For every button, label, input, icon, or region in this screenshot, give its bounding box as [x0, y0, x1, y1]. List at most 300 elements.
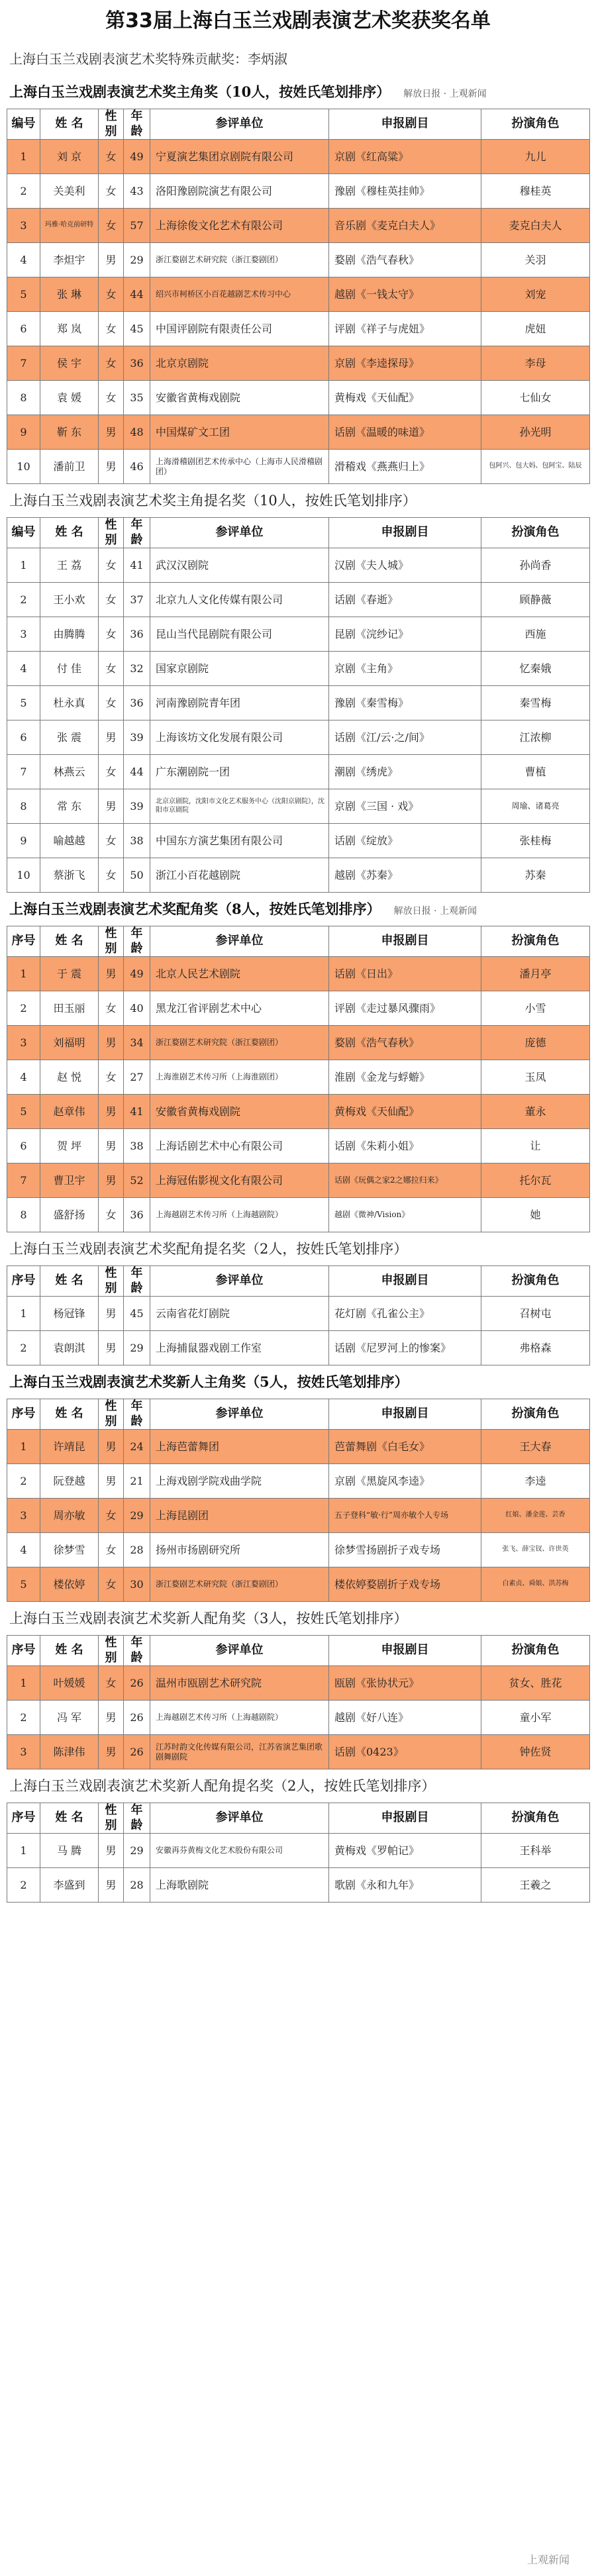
- cell-name: 刘 京: [40, 140, 99, 174]
- cell-name: 袁朗淇: [40, 1331, 99, 1365]
- cell-work: 芭蕾舞剧《白毛女》: [329, 1430, 481, 1464]
- header-unit: 参评单位: [150, 1803, 329, 1834]
- table-row: [7, 450, 590, 484]
- cell-work: 话剧《春逝》: [329, 583, 481, 617]
- cell-work: 滑稽戏《燕燕归上》: [329, 450, 481, 484]
- cell-role: 忆秦娥: [481, 652, 590, 686]
- source-note: 解放日报 · 上观新闻: [393, 906, 477, 916]
- cell-number: 10: [7, 858, 40, 893]
- award-table: [7, 1265, 590, 1365]
- table-row: [7, 1331, 590, 1365]
- cell-unit: 上海芭蕾舞团: [150, 1430, 329, 1464]
- cell-gender: 女: [99, 652, 124, 686]
- award-table: [7, 1635, 590, 1769]
- header-work: 申报剧目: [329, 518, 481, 548]
- cell-unit: 国家京剧院: [150, 652, 329, 686]
- cell-role: 虎妞: [481, 312, 590, 346]
- cell-gender: 女: [99, 277, 124, 312]
- table-row: [7, 1666, 590, 1701]
- cell-role: 麦克白夫人: [481, 209, 590, 243]
- cell-name: 喻越越: [40, 824, 99, 858]
- cell-age: 26: [124, 1666, 150, 1701]
- award-table: [7, 1803, 590, 1903]
- header-unit: 参评单位: [150, 926, 329, 957]
- cell-gender: 男: [99, 1868, 124, 1903]
- cell-unit: 黑龙江省评剧艺术中心: [150, 991, 329, 1026]
- cell-age: 40: [124, 991, 150, 1026]
- cell-number: 7: [7, 1164, 40, 1198]
- cell-age: 21: [124, 1464, 150, 1499]
- section-title: [0, 1769, 596, 1803]
- cell-number: 1: [7, 957, 40, 991]
- cell-name: 张 琳: [40, 277, 99, 312]
- cell-name: 袁 媛: [40, 381, 99, 415]
- cell-unit: 北京人民艺术剧院: [150, 957, 329, 991]
- table-row: [7, 617, 590, 652]
- table-row: [7, 1164, 590, 1198]
- section-title: [0, 484, 596, 517]
- cell-number: 9: [7, 824, 40, 858]
- cell-number: 2: [7, 1331, 40, 1365]
- cell-role: 关羽: [481, 243, 590, 277]
- cell-role: 孙光明: [481, 415, 590, 450]
- cell-number: 5: [7, 686, 40, 720]
- header-role: 扮演角色: [481, 518, 590, 548]
- header-age: 年龄: [124, 1399, 150, 1430]
- cell-age: 36: [124, 617, 150, 652]
- cell-role: 李逵: [481, 1464, 590, 1499]
- table-row: [7, 381, 590, 415]
- cell-number: 3: [7, 617, 40, 652]
- header-role: 扮演角色: [481, 1399, 590, 1430]
- cell-unit: 浙江婺剧艺术研究院（浙江婺剧团）: [150, 243, 329, 277]
- cell-role: 顾静薇: [481, 583, 590, 617]
- table-row: [7, 957, 590, 991]
- cell-name: 郑 岚: [40, 312, 99, 346]
- cell-role: 童小军: [481, 1701, 590, 1735]
- cell-age: 44: [124, 277, 150, 312]
- cell-age: 49: [124, 957, 150, 991]
- cell-gender: 男: [99, 1026, 124, 1060]
- special-contribution-award: 上海白玉兰戏剧表演艺术奖特殊贡献奖：李炳淑: [9, 51, 287, 67]
- cell-gender: 男: [99, 1095, 124, 1129]
- cell-age: 29: [124, 1331, 150, 1365]
- cell-name: 徐梦雪: [40, 1533, 99, 1567]
- section-title-text: 上海白玉兰戏剧表演艺术奖新人配角奖（3人，按姓氏笔划排序）: [9, 1610, 408, 1626]
- cell-age: 50: [124, 858, 150, 893]
- watermark: 上观新闻: [526, 2553, 570, 2566]
- table-header: [7, 926, 590, 957]
- cell-role: 小雪: [481, 991, 590, 1026]
- table-row: [7, 1026, 590, 1060]
- cell-number: 4: [7, 1060, 40, 1095]
- cell-unit: 上海戏剧学院戏曲学院: [150, 1464, 329, 1499]
- cell-work: 京剧《红高粱》: [329, 140, 481, 174]
- table-header: [7, 1399, 590, 1430]
- cell-number: 2: [7, 1868, 40, 1903]
- cell-unit: 中国东方演艺集团有限公司: [150, 824, 329, 858]
- cell-work: 话剧《朱莉小姐》: [329, 1129, 481, 1164]
- cell-name: 于 震: [40, 957, 99, 991]
- header-seq: 序号: [7, 1803, 40, 1834]
- award-table: [7, 517, 590, 893]
- cell-unit: 安徽再芬黄梅文化艺术股份有限公司: [150, 1834, 329, 1868]
- cell-role: 曹植: [481, 755, 590, 789]
- cell-work: 豫剧《秦雪梅》: [329, 686, 481, 720]
- cell-role: 包阿兴、包大妈、包阿宝、陆辰: [481, 450, 590, 484]
- cell-age: 39: [124, 720, 150, 755]
- table-row: [7, 1499, 590, 1533]
- cell-name: 曹卫宇: [40, 1164, 99, 1198]
- header-name: 姓 名: [40, 1266, 99, 1297]
- cell-age: 32: [124, 652, 150, 686]
- cell-number: 8: [7, 381, 40, 415]
- header-seq: 序号: [7, 926, 40, 957]
- table-row: [7, 1533, 590, 1567]
- header-gender: 性别: [99, 926, 124, 957]
- cell-age: 38: [124, 1129, 150, 1164]
- cell-work: 越剧《好八连》: [329, 1701, 481, 1735]
- cell-number: 1: [7, 1430, 40, 1464]
- cell-role: 贫女、胜花: [481, 1666, 590, 1701]
- cell-age: 39: [124, 789, 150, 824]
- table-row: [7, 991, 590, 1026]
- cell-name: 林燕云: [40, 755, 99, 789]
- cell-name: 阮登越: [40, 1464, 99, 1499]
- cell-unit: 浙江婺剧艺术研究院（浙江婺剧团）: [150, 1026, 329, 1060]
- header-seq: 序号: [7, 1399, 40, 1430]
- cell-gender: 男: [99, 1464, 124, 1499]
- section-title: [0, 893, 596, 926]
- cell-unit: 温州市瓯剧艺术研究院: [150, 1666, 329, 1701]
- cell-age: 41: [124, 1095, 150, 1129]
- cell-age: 26: [124, 1735, 150, 1769]
- cell-work: 话剧《0423》: [329, 1735, 481, 1769]
- cell-gender: 男: [99, 1735, 124, 1769]
- cell-unit: 中国煤矿文工团: [150, 415, 329, 450]
- cell-work: 黄梅戏《天仙配》: [329, 381, 481, 415]
- cell-gender: 男: [99, 1331, 124, 1365]
- cell-role: 王大春: [481, 1430, 590, 1464]
- cell-name: 蔡浙飞: [40, 858, 99, 893]
- table-row: [7, 1095, 590, 1129]
- header-seq: 序号: [7, 1266, 40, 1297]
- table-row: [7, 1834, 590, 1868]
- cell-age: 36: [124, 1198, 150, 1232]
- table-row: [7, 548, 590, 583]
- cell-unit: 北京九人文化传媒有限公司: [150, 583, 329, 617]
- section-title: [0, 75, 596, 109]
- cell-unit: 昆山当代昆剧院有限公司: [150, 617, 329, 652]
- cell-work: 黄梅戏《罗帕记》: [329, 1834, 481, 1868]
- cell-number: 3: [7, 1735, 40, 1769]
- cell-name: 盛舒扬: [40, 1198, 99, 1232]
- header-age: 年龄: [124, 1636, 150, 1666]
- award-table: [7, 109, 590, 484]
- table-row: [7, 824, 590, 858]
- cell-work: 话剧《日出》: [329, 957, 481, 991]
- page-title: 第33届上海白玉兰戏剧表演艺术奖获奖名单: [105, 9, 491, 32]
- table-row: [7, 312, 590, 346]
- cell-number: 4: [7, 1533, 40, 1567]
- cell-name: 付 佳: [40, 652, 99, 686]
- cell-gender: 女: [99, 1060, 124, 1095]
- section-title-text: 上海白玉兰戏剧表演艺术奖主角提名奖（10人，按姓氏笔划排序）: [9, 493, 417, 509]
- table-row: [7, 686, 590, 720]
- cell-age: 34: [124, 1026, 150, 1060]
- cell-age: 29: [124, 1834, 150, 1868]
- header-age: 年龄: [124, 109, 150, 140]
- header-gender: 性别: [99, 1803, 124, 1834]
- header-role: 扮演角色: [481, 1266, 590, 1297]
- header-age: 年龄: [124, 926, 150, 957]
- cell-number: 6: [7, 720, 40, 755]
- cell-name: 李盛到: [40, 1868, 99, 1903]
- cell-name: 李炟宇: [40, 243, 99, 277]
- cell-name: 常 东: [40, 789, 99, 824]
- cell-age: 38: [124, 824, 150, 858]
- header-role: 扮演角色: [481, 926, 590, 957]
- cell-name: 冯 军: [40, 1701, 99, 1735]
- cell-number: 4: [7, 243, 40, 277]
- header-name: 姓 名: [40, 1803, 99, 1834]
- cell-role: 召树屯: [481, 1297, 590, 1331]
- section-title: [0, 1602, 596, 1635]
- cell-unit: 武汉汉剧院: [150, 548, 329, 583]
- cell-number: 7: [7, 346, 40, 381]
- cell-name: 田玉丽: [40, 991, 99, 1026]
- cell-name: 贺 坪: [40, 1129, 99, 1164]
- cell-number: 1: [7, 1834, 40, 1868]
- cell-number: 8: [7, 789, 40, 824]
- cell-role: 董永: [481, 1095, 590, 1129]
- table-row: [7, 720, 590, 755]
- header-work: 申报剧目: [329, 1636, 481, 1666]
- cell-age: 37: [124, 583, 150, 617]
- cell-age: 57: [124, 209, 150, 243]
- cell-number: 5: [7, 277, 40, 312]
- cell-work: 越剧《微神/Vision》: [329, 1198, 481, 1232]
- table-row: [7, 1297, 590, 1331]
- cell-unit: 河南豫剧院青年团: [150, 686, 329, 720]
- cell-name: 陈津伟: [40, 1735, 99, 1769]
- cell-gender: 女: [99, 617, 124, 652]
- cell-gender: 男: [99, 450, 124, 484]
- table-row: [7, 583, 590, 617]
- cell-age: 26: [124, 1701, 150, 1735]
- cell-name: 潘前卫: [40, 450, 99, 484]
- cell-number: 9: [7, 415, 40, 450]
- cell-work: 话剧《江/云·之/间》: [329, 720, 481, 755]
- cell-gender: 女: [99, 1198, 124, 1232]
- cell-gender: 女: [99, 346, 124, 381]
- cell-age: 27: [124, 1060, 150, 1095]
- cell-age: 45: [124, 1297, 150, 1331]
- cell-number: 2: [7, 1701, 40, 1735]
- cell-name: 马 腾: [40, 1834, 99, 1868]
- cell-number: 3: [7, 209, 40, 243]
- table-row: [7, 1198, 590, 1232]
- cell-role: 刘宠: [481, 277, 590, 312]
- cell-name: 王小欢: [40, 583, 99, 617]
- cell-role: 九儿: [481, 140, 590, 174]
- header-unit: 参评单位: [150, 1266, 329, 1297]
- table-row: [7, 140, 590, 174]
- table-row: [7, 174, 590, 209]
- header-work: 申报剧目: [329, 109, 481, 140]
- cell-role: 周瑜、诸葛亮: [481, 789, 590, 824]
- cell-age: 52: [124, 1164, 150, 1198]
- cell-gender: 男: [99, 1297, 124, 1331]
- cell-role: 庞德: [481, 1026, 590, 1060]
- header-name: 姓 名: [40, 926, 99, 957]
- cell-age: 24: [124, 1430, 150, 1464]
- header-number: 编号: [7, 109, 40, 140]
- cell-age: 29: [124, 1499, 150, 1533]
- header-role: 扮演角色: [481, 1636, 590, 1666]
- cell-unit: 上海滑稽剧团艺术传承中心（上海市人民滑稽剧团）: [150, 450, 329, 484]
- cell-role: 让: [481, 1129, 590, 1164]
- header-gender: 性别: [99, 518, 124, 548]
- cell-number: 3: [7, 1499, 40, 1533]
- cell-gender: 女: [99, 548, 124, 583]
- cell-age: 41: [124, 548, 150, 583]
- cell-unit: 上海昆剧团: [150, 1499, 329, 1533]
- table-row: [7, 346, 590, 381]
- cell-gender: 女: [99, 140, 124, 174]
- header-gender: 性别: [99, 1266, 124, 1297]
- cell-work: 话剧《温暖的味道》: [329, 415, 481, 450]
- cell-work: 五子登科“敏·行”周亦敏个人专场: [329, 1499, 481, 1533]
- header-unit: 参评单位: [150, 518, 329, 548]
- cell-unit: 上海歌剧院: [150, 1868, 329, 1903]
- cell-role: 红娘、潘金莲、芸香: [481, 1499, 590, 1533]
- cell-gender: 女: [99, 755, 124, 789]
- cell-name: 叶媛媛: [40, 1666, 99, 1701]
- cell-role: 她: [481, 1198, 590, 1232]
- cell-unit: 安徽省黄梅戏剧院: [150, 381, 329, 415]
- cell-gender: 男: [99, 1129, 124, 1164]
- table-row: [7, 243, 590, 277]
- cell-work: 楼依婷婺剧折子戏专场: [329, 1567, 481, 1602]
- section-title-text: 上海白玉兰戏剧表演艺术奖配角奖（8人，按姓氏笔划排序）: [9, 901, 381, 917]
- cell-unit: 上海冠佑影视文化有限公司: [150, 1164, 329, 1198]
- cell-age: 48: [124, 415, 150, 450]
- cell-unit: 宁夏演艺集团京剧院有限公司: [150, 140, 329, 174]
- table-header: [7, 1266, 590, 1297]
- cell-number: 2: [7, 1464, 40, 1499]
- header-name: 姓 名: [40, 518, 99, 548]
- cell-number: 2: [7, 991, 40, 1026]
- header-age: 年龄: [124, 518, 150, 548]
- cell-name: 王 荔: [40, 548, 99, 583]
- cell-number: 2: [7, 174, 40, 209]
- cell-age: 30: [124, 1567, 150, 1602]
- section-title-text: 上海白玉兰戏剧表演艺术奖新人配角提名奖（2人，按姓氏笔划排序）: [9, 1778, 436, 1794]
- header-number: 编号: [7, 518, 40, 548]
- cell-role: 白素贞、舜娘、洪苏梅: [481, 1567, 590, 1602]
- header-age: 年龄: [124, 1803, 150, 1834]
- cell-work: 评剧《走过暴风骤雨》: [329, 991, 481, 1026]
- header-gender: 性别: [99, 1399, 124, 1430]
- cell-unit: 中国评剧院有限责任公司: [150, 312, 329, 346]
- header-name: 姓 名: [40, 1399, 99, 1430]
- cell-role: 潘月亭: [481, 957, 590, 991]
- award-sections: [0, 75, 596, 1903]
- cell-gender: 女: [99, 174, 124, 209]
- header-gender: 性别: [99, 1636, 124, 1666]
- table-row: [7, 1464, 590, 1499]
- cell-age: 36: [124, 346, 150, 381]
- cell-number: 8: [7, 1198, 40, 1232]
- header-work: 申报剧目: [329, 1266, 481, 1297]
- cell-work: 评剧《祥子与虎妞》: [329, 312, 481, 346]
- cell-number: 6: [7, 312, 40, 346]
- cell-role: 李母: [481, 346, 590, 381]
- cell-work: 话剧《玩偶之家2之娜拉归来》: [329, 1164, 481, 1198]
- cell-unit: 上海该坊文化发展有限公司: [150, 720, 329, 755]
- cell-number: 2: [7, 583, 40, 617]
- cell-role: 七仙女: [481, 381, 590, 415]
- cell-work: 黄梅戏《天仙配》: [329, 1095, 481, 1129]
- cell-number: 1: [7, 548, 40, 583]
- cell-unit: 北京京剧院: [150, 346, 329, 381]
- cell-role: 江浓柳: [481, 720, 590, 755]
- section-title-text: 上海白玉兰戏剧表演艺术奖主角奖（10人，按姓氏笔划排序）: [9, 83, 391, 100]
- cell-age: 35: [124, 381, 150, 415]
- section-title: [0, 1365, 596, 1399]
- cell-unit: 洛阳豫剧院演艺有限公司: [150, 174, 329, 209]
- cell-role: 托尔瓦: [481, 1164, 590, 1198]
- cell-name: 许靖昆: [40, 1430, 99, 1464]
- header-work: 申报剧目: [329, 926, 481, 957]
- cell-role: 玉凤: [481, 1060, 590, 1095]
- cell-number: 1: [7, 1297, 40, 1331]
- table-row: [7, 209, 590, 243]
- cell-gender: 女: [99, 686, 124, 720]
- cell-number: 3: [7, 1026, 40, 1060]
- cell-work: 瓯剧《张协状元》: [329, 1666, 481, 1701]
- cell-unit: 上海越剧艺术传习所（上海越剧院）: [150, 1198, 329, 1232]
- header-seq: 序号: [7, 1636, 40, 1666]
- cell-number: 5: [7, 1095, 40, 1129]
- header-name: 姓 名: [40, 1636, 99, 1666]
- cell-role: 张飞、薛宝钗、许世英: [481, 1533, 590, 1567]
- cell-work: 京剧《主角》: [329, 652, 481, 686]
- table-row: [7, 789, 590, 824]
- cell-work: 京剧《黑旋风李逵》: [329, 1464, 481, 1499]
- cell-work: 越剧《苏秦》: [329, 858, 481, 893]
- cell-role: 钟佐贤: [481, 1735, 590, 1769]
- header-unit: 参评单位: [150, 1399, 329, 1430]
- cell-unit: 上海话剧艺术中心有限公司: [150, 1129, 329, 1164]
- header-name: 姓 名: [40, 109, 99, 140]
- cell-unit: 安徽省黄梅戏剧院: [150, 1095, 329, 1129]
- cell-gender: 女: [99, 583, 124, 617]
- cell-age: 45: [124, 312, 150, 346]
- cell-number: 1: [7, 140, 40, 174]
- cell-gender: 男: [99, 957, 124, 991]
- header-unit: 参评单位: [150, 1636, 329, 1666]
- cell-gender: 女: [99, 312, 124, 346]
- cell-gender: 女: [99, 1499, 124, 1533]
- cell-gender: 女: [99, 209, 124, 243]
- cell-gender: 女: [99, 1567, 124, 1602]
- cell-name: 赵 悦: [40, 1060, 99, 1095]
- cell-unit: 上海越剧艺术传习所（上海越剧院）: [150, 1701, 329, 1735]
- cell-unit: 上海淮剧艺术传习所（上海淮剧团）: [150, 1060, 329, 1095]
- cell-work: 越剧《一钱太守》: [329, 277, 481, 312]
